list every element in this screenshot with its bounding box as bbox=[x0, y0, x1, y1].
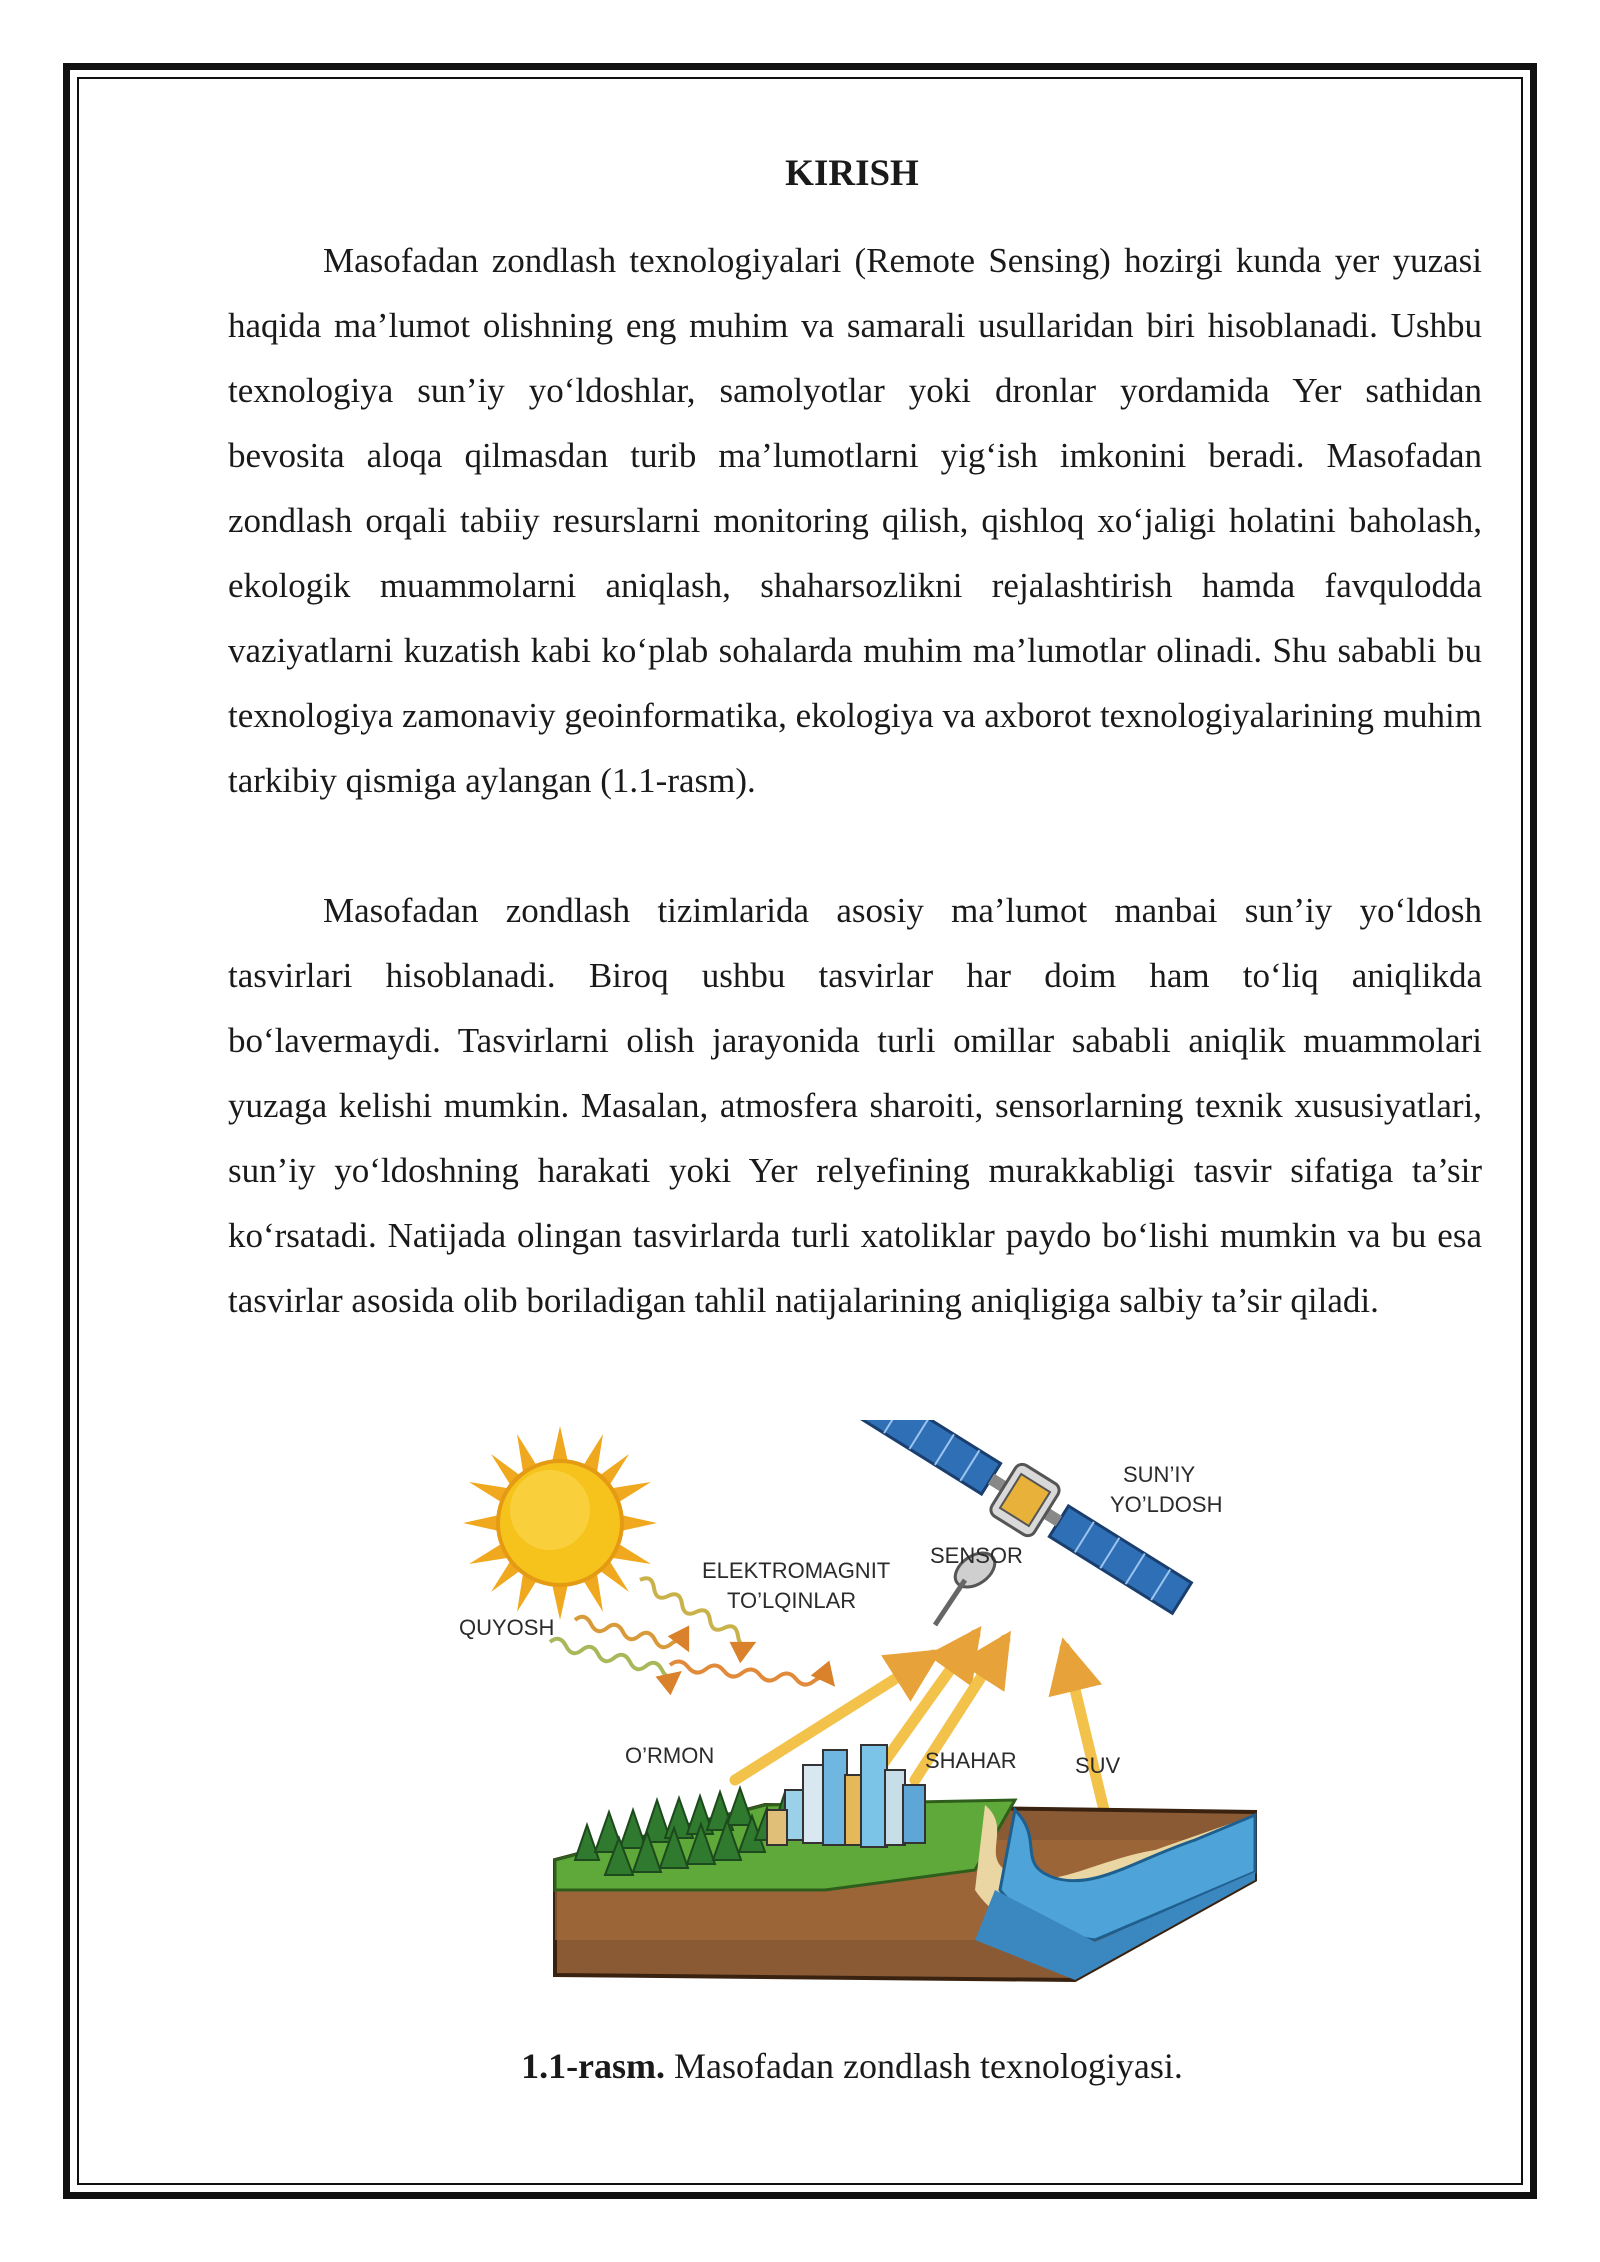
remote-sensing-illustration bbox=[455, 1420, 1275, 2000]
water-label: SUV bbox=[1075, 1753, 1121, 1778]
paragraph-1: Masofadan zondlash texnologiyalari (Remote Sensing) hozirgi kunda yer yuzasi haqida ma’lumot olishning eng muhim va samarali usullaridan biri hisoblanadi. Ushbu texnologiya sun’iy yo‘ldoshlar, samolyotlar yoki dronlar yordamida Yer sathidan bevosita aloqa qilmasdan turib ma’lumotlarni yig‘ish imkonini beradi. Masofadan zondlash orqali tabiiy resurslarni monitoring qilish, qishloq xo‘jaligi holatini baholash, ekologik muammolarni aniqlash, shaharsozlikni rejalashtirish hamda favqulodda vaziyatlarni kuzatish kabi ko‘plab sohalarda muhim ma’lumotlar olinadi. Shu sababli bu texnologiya zamonaviy geoinformatika, ekologiya va axborot texnologiyalarining muhim tarkibiy qismiga aylangan (1.1-rasm). bbox=[228, 241, 1482, 800]
paragraph-2: Masofadan zondlash tizimlarida asosiy ma’lumot manbai sun’iy yo‘ldosh tasvirlari hisoblanadi. Biroq ushbu tasvirlar har doim ham to‘liq aniqlikda bo‘lavermaydi. Tasvirlarni olish jarayonida turli omillar sababli aniqlik muammolari yuzaga kelishi mumkin. Masalan, atmosfera sharoiti, sensorlarning texnik xususiyatlari, sun’iy yo‘ldoshning harakati yoki Yer relyefining murakkabligi tasvir sifatiga ta’sir ko‘rsatadi. Natijada olingan tasvirlarda turli xatoliklar paydo bo‘lishi mumkin va bu esa tasvirlar asosida olib boriladigan tahlil natijalarining aniqligiga salbiy ta’sir qiladi. bbox=[228, 891, 1482, 1320]
satellite-label-line2: YO’LDOSH bbox=[1110, 1492, 1223, 1517]
satellite-label-line1: SUN’IY bbox=[1123, 1462, 1196, 1487]
forest-label: O’RMON bbox=[625, 1743, 715, 1768]
satellite-icon bbox=[852, 1420, 1198, 1625]
figure-svg bbox=[455, 1420, 1275, 2000]
waves-label-line2: TO’LQINLAR bbox=[727, 1588, 857, 1613]
waves-label-line1: ELEKTROMAGNIT bbox=[702, 1558, 891, 1583]
sensor-label: SENSOR bbox=[930, 1543, 1023, 1568]
city-label: SHAHAR bbox=[925, 1748, 1017, 1773]
figure-caption bbox=[0, 2044, 1600, 2088]
city-icon bbox=[767, 1745, 925, 1847]
caption-text: Masofadan zondlash texnologiyasi. bbox=[665, 2046, 1183, 2086]
sun-label: QUYOSH bbox=[459, 1615, 555, 1640]
sun-icon bbox=[463, 1426, 657, 1620]
caption-label: 1.1-rasm. bbox=[521, 2046, 666, 2086]
section-heading: KIRISH bbox=[785, 153, 919, 194]
